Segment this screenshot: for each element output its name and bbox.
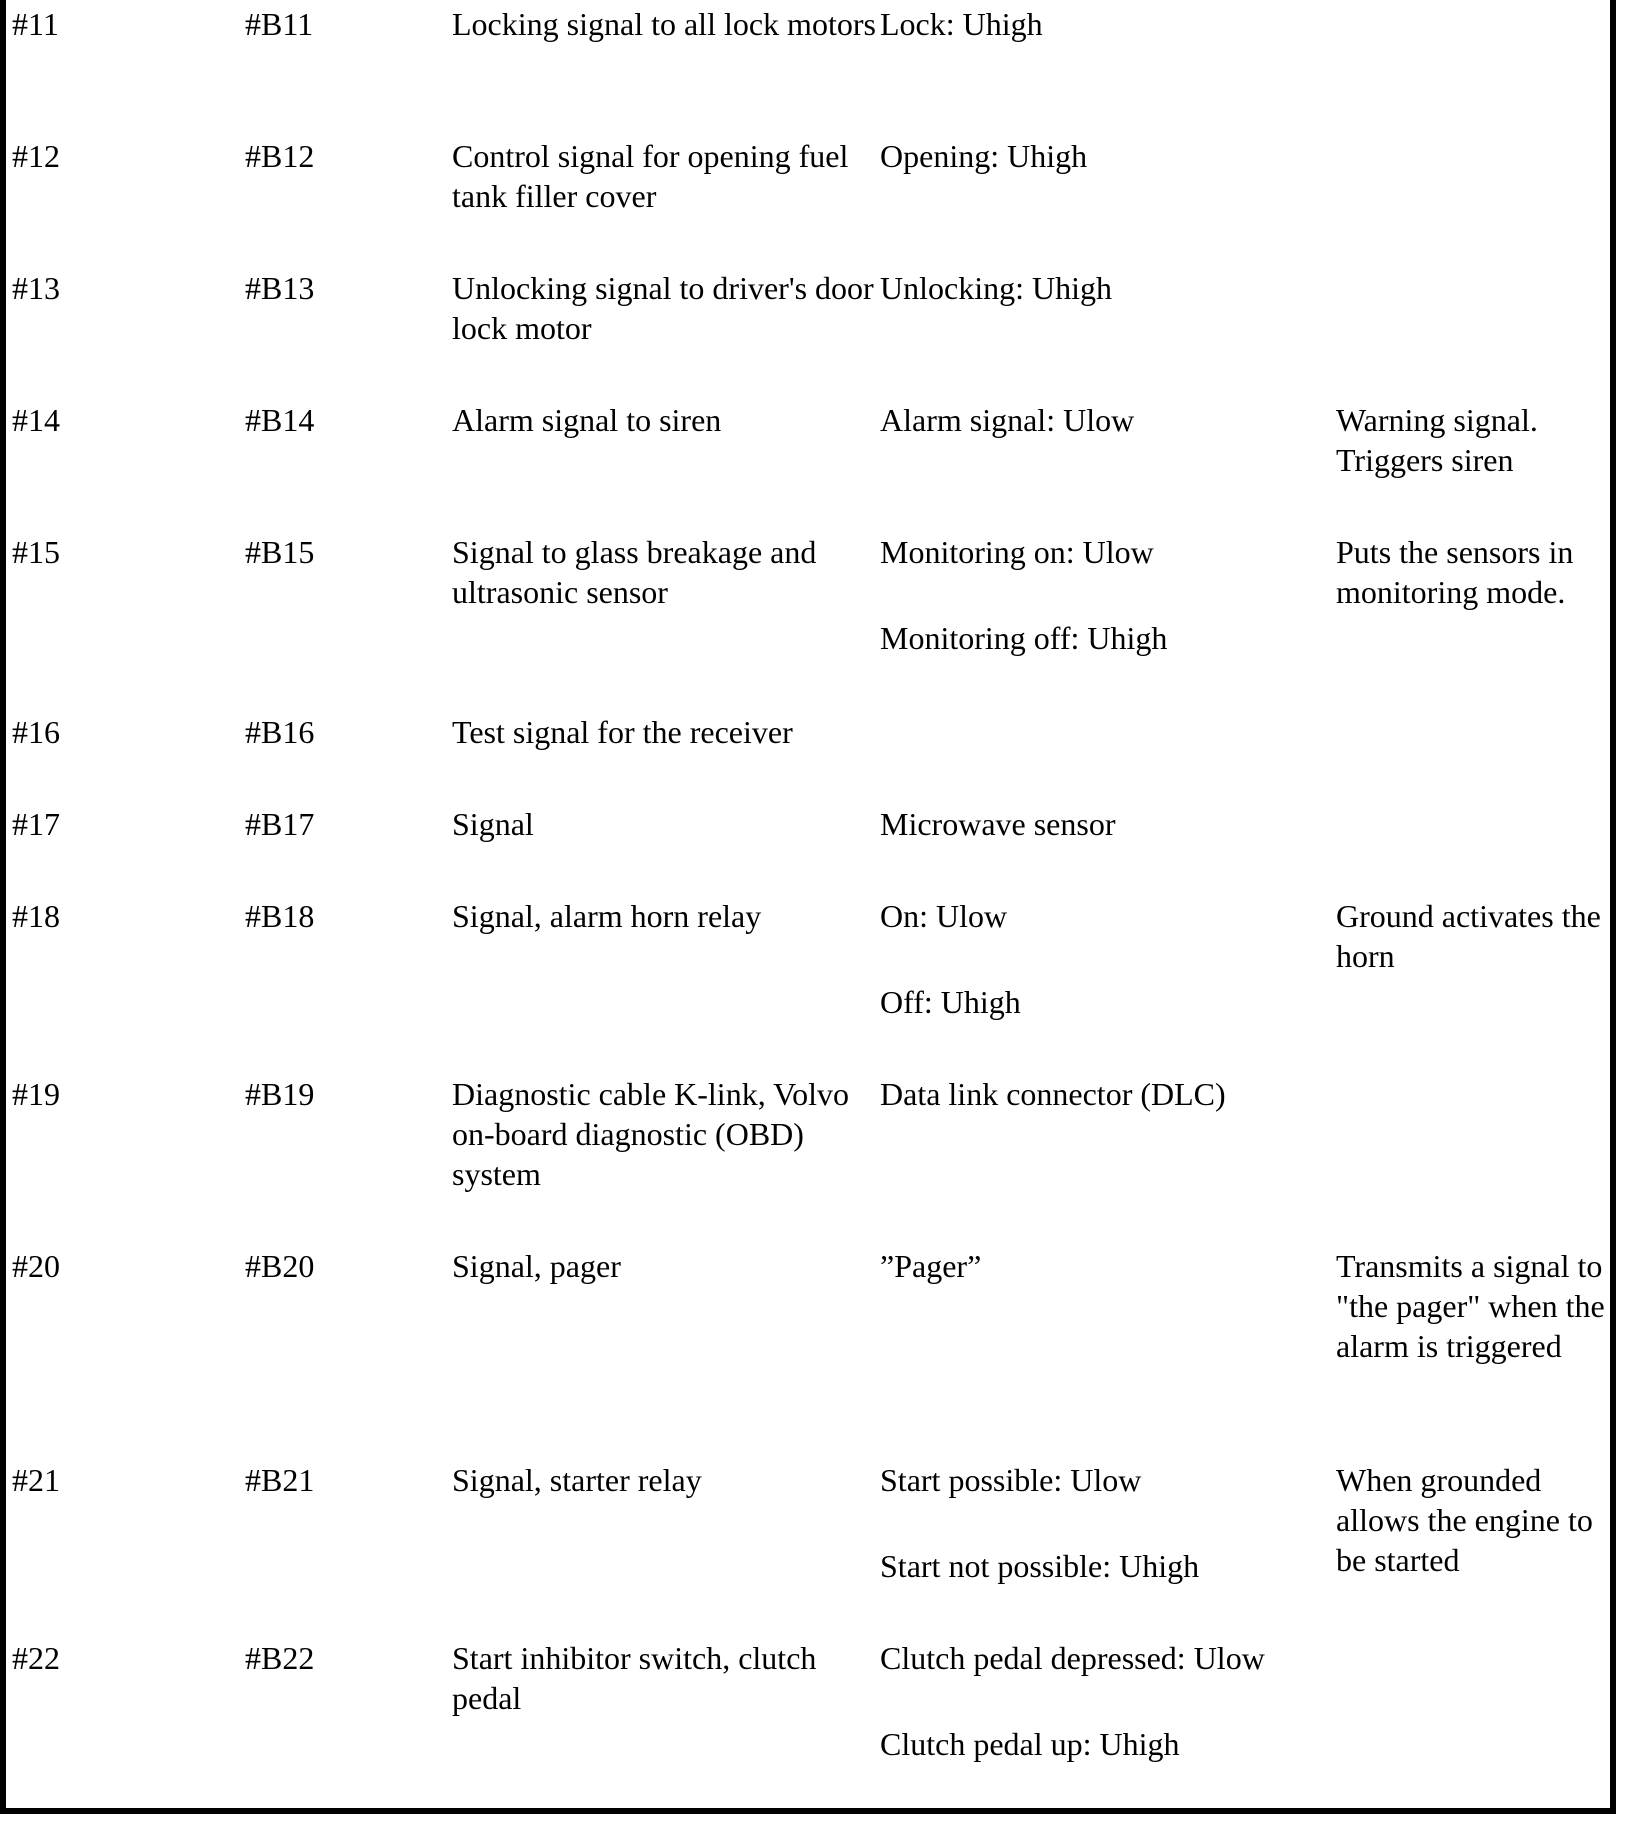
pin-reference: #B14	[245, 402, 315, 438]
pin-description: Signal, alarm horn relay	[452, 898, 762, 934]
pin-reference: #B17	[245, 806, 315, 842]
pin-number: #15	[12, 534, 60, 570]
pin-note: Ground activates the horn	[1336, 898, 1601, 974]
signal-values	[880, 4, 1330, 44]
pin-note: When grounded allows the engine to be started	[1336, 1462, 1593, 1578]
signal-value: Unlocking: Uhigh	[880, 270, 1112, 306]
pin-reference: #B22	[245, 1640, 315, 1676]
signal-value: Start possible: Ulow	[880, 1462, 1142, 1498]
pin-reference: #B15	[245, 534, 315, 570]
signal-value: Monitoring on: Ulow	[880, 534, 1154, 570]
pin-number: #11	[12, 6, 59, 42]
pin-description: Alarm signal to siren	[452, 402, 722, 438]
signal-value: Alarm signal: Ulow	[880, 402, 1135, 438]
signal-value: Data link connector (DLC)	[880, 1076, 1226, 1112]
pin-reference: #B19	[245, 1076, 315, 1112]
pin-description: Locking signal to all lock motors	[452, 6, 876, 42]
signal-value: Clutch pedal up: Uhigh	[880, 1726, 1180, 1762]
signal-values	[880, 268, 1330, 308]
signal-value: Lock: Uhigh	[880, 6, 1043, 42]
pin-description: Signal, starter relay	[452, 1462, 702, 1498]
pin-number: #12	[12, 138, 60, 174]
pin-reference: #B11	[245, 6, 314, 42]
pin-description: Test signal for the receiver	[452, 714, 793, 750]
pin-number: #17	[12, 806, 60, 842]
pin-number: #16	[12, 714, 60, 750]
signal-values	[880, 400, 1330, 440]
signal-values	[880, 1460, 1330, 1586]
signal-values	[880, 1246, 1330, 1286]
pin-number: #20	[12, 1248, 60, 1284]
signal-values	[880, 1638, 1330, 1764]
pin-reference: #B12	[245, 138, 315, 174]
signal-value: ”Pager”	[880, 1248, 982, 1284]
signal-values	[880, 532, 1330, 658]
signal-values	[880, 136, 1330, 176]
pin-description: Control signal for opening fuel tank filler cover	[452, 138, 849, 214]
signal-value: Off: Uhigh	[880, 984, 1021, 1020]
pin-number: #13	[12, 270, 60, 306]
pin-reference: #B18	[245, 898, 315, 934]
pin-number: #18	[12, 898, 60, 934]
pin-description: Signal to glass breakage and ultrasonic sensor	[452, 534, 817, 610]
signal-value: On: Ulow	[880, 898, 1008, 934]
pin-number: #22	[12, 1640, 60, 1676]
signal-value: Clutch pedal depressed: Ulow	[880, 1640, 1265, 1676]
pin-reference: #B13	[245, 270, 315, 306]
pin-description: Start inhibitor switch, clutch pedal	[452, 1640, 817, 1716]
signal-value: Monitoring off: Uhigh	[880, 620, 1168, 656]
pin-description: Diagnostic cable K-link, Volvo on-board diagnostic (OBD) system	[452, 1076, 849, 1192]
pin-number: #21	[12, 1462, 60, 1498]
signal-values	[880, 896, 1330, 1022]
signal-values	[880, 804, 1330, 844]
pin-note: Puts the sensors in monitoring mode.	[1336, 534, 1574, 610]
pin-reference: #B20	[245, 1248, 315, 1284]
pin-note: Warning signal. Triggers siren	[1336, 402, 1538, 478]
signal-value: Opening: Uhigh	[880, 138, 1088, 174]
signal-value: Microwave sensor	[880, 806, 1116, 842]
pin-number: #14	[12, 402, 60, 438]
pin-description: Signal, pager	[452, 1248, 621, 1284]
pin-note: Transmits a signal to "the pager" when the alarm is triggered	[1336, 1248, 1605, 1364]
pin-description: Signal	[452, 806, 534, 842]
signal-values	[880, 1074, 1330, 1114]
pin-reference: #B16	[245, 714, 315, 750]
signal-value: Start not possible: Uhigh	[880, 1548, 1200, 1584]
pin-description: Unlocking signal to driver's door lock motor	[452, 270, 874, 346]
pin-number: #19	[12, 1076, 60, 1112]
pin-reference: #B21	[245, 1462, 315, 1498]
